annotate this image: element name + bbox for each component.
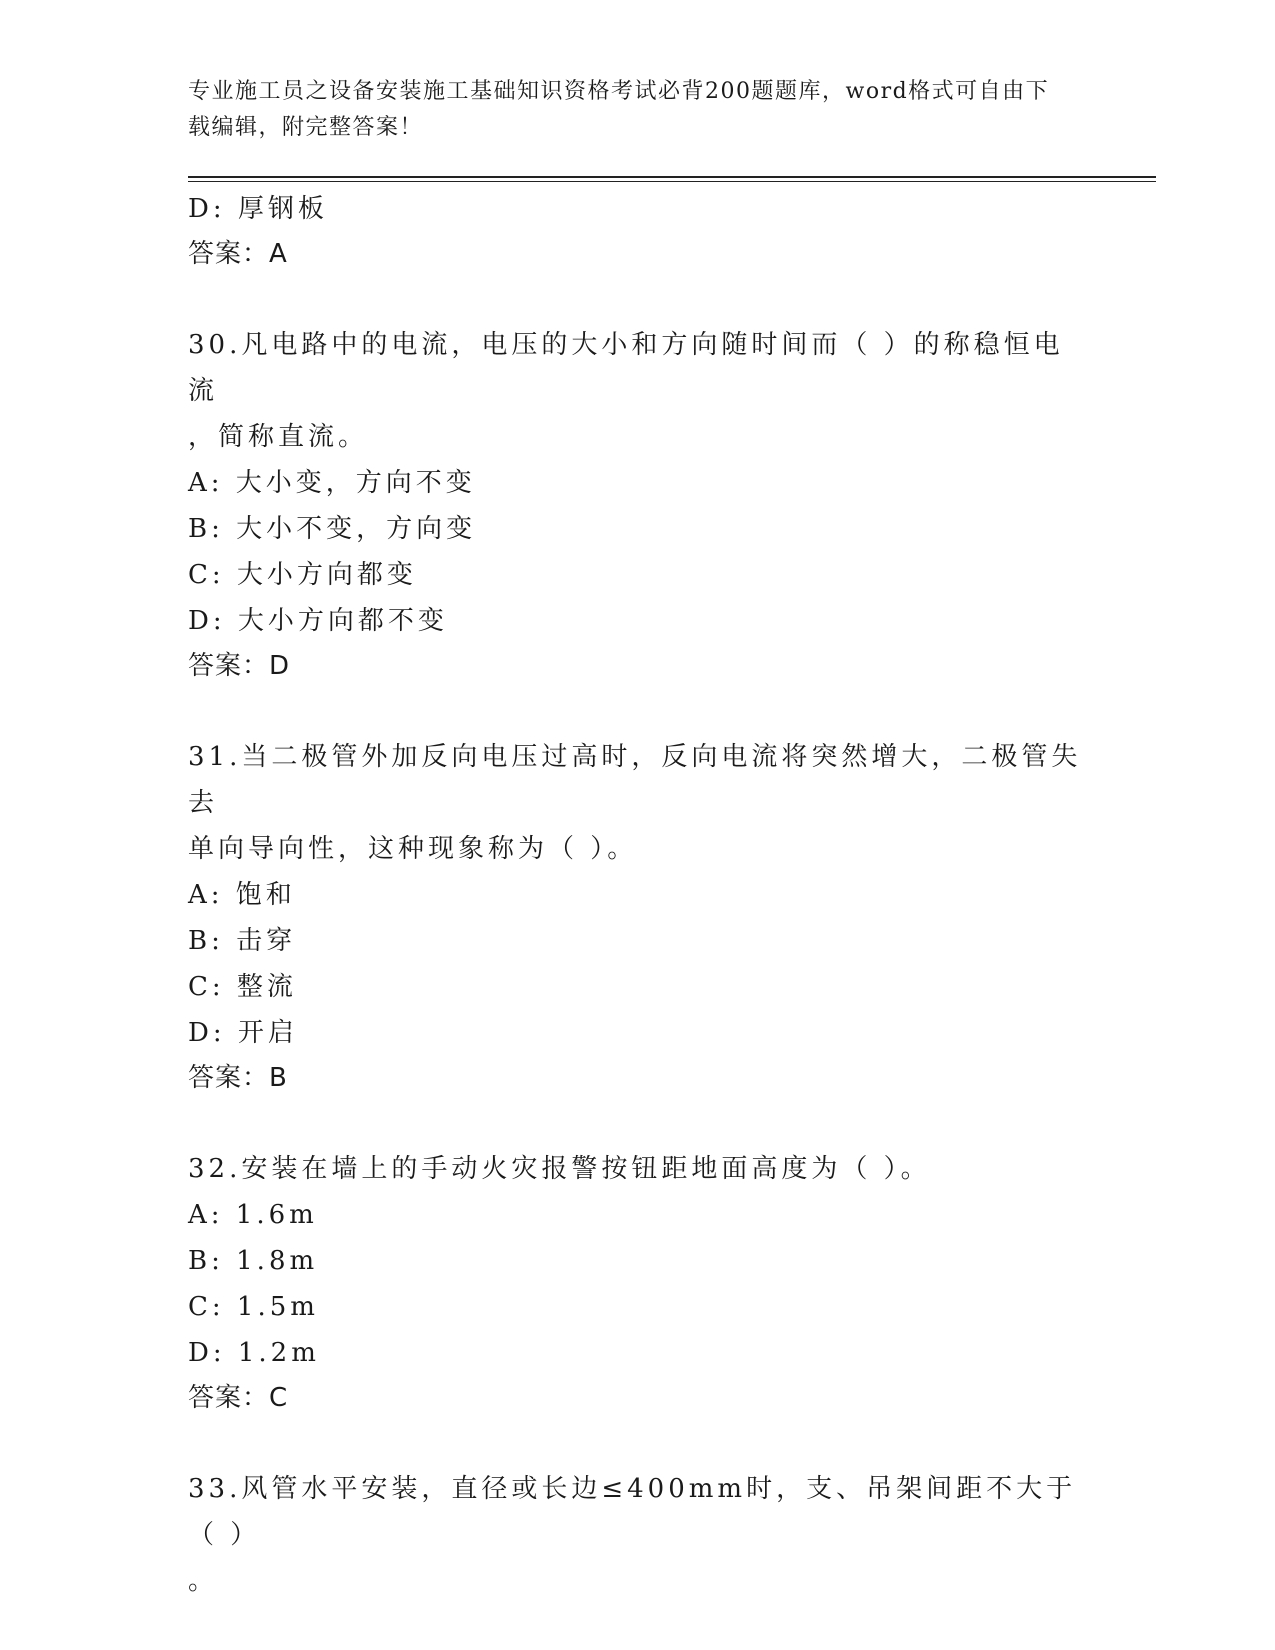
option-c: C: 整流 [188, 972, 297, 1002]
header-divider-thick [188, 176, 1156, 178]
question-stem: 32.安装在墙上的手动火灾报警按钮距地面高度为（ ）。 [188, 1154, 931, 1184]
question-stem-continued: 单向导向性，这种现象称为（ ）。 [188, 834, 638, 864]
question-32 [188, 1146, 1088, 1420]
option-a: A: 大小变，方向不变 [188, 468, 476, 498]
question-29-continued [188, 186, 1088, 276]
option-d: D: 1.2m [188, 1338, 320, 1368]
option-b: B: 1.8m [188, 1246, 319, 1276]
question-30 [188, 322, 1088, 688]
question-stem: 30.凡电路中的电流，电压的大小和方向随时间而（ ）的称稳恒电流 [188, 330, 1064, 406]
question-list [188, 186, 1088, 1604]
answer-label: 答案：B [188, 1063, 288, 1093]
answer-label: 答案：D [188, 651, 291, 681]
option-b: B: 大小不变，方向变 [188, 514, 477, 544]
spacer [188, 276, 1088, 322]
option-d: D: 大小方向都不变 [188, 606, 448, 636]
option-d: D: 开启 [188, 1018, 298, 1048]
option-a: A: 1.6m [188, 1200, 318, 1230]
option-c: C: 大小方向都变 [188, 560, 417, 590]
spacer [188, 1100, 1088, 1146]
answer-label: 答案：C [188, 1383, 289, 1413]
header-divider-thin [188, 181, 1156, 182]
option-c: C: 1.5m [188, 1292, 319, 1322]
page-header [188, 74, 1068, 146]
header-title: 专业施工员之设备安装施工基础知识资格考试必背200题题库，word格式可自由下载编辑，附完整答案！ [188, 79, 1050, 140]
question-stem-continued: ，简称直流。 [188, 422, 369, 452]
question-stem-continued: 。 [188, 1566, 219, 1596]
question-33 [188, 1466, 1088, 1604]
option-b: B: 击穿 [188, 926, 297, 956]
question-stem: 33.风管水平安装，直径或长边≤400mm时，支、吊架间距不大于（ ） [188, 1474, 1077, 1550]
option-d: D: 厚钢板 [188, 194, 328, 224]
answer-label: 答案：A [188, 239, 288, 269]
question-stem: 31.当二极管外加反向电压过高时，反向电流将突然增大，二极管失去 [188, 742, 1082, 818]
spacer [188, 688, 1088, 734]
option-a: A: 饱和 [188, 880, 296, 910]
spacer [188, 1420, 1088, 1466]
question-31 [188, 734, 1088, 1100]
